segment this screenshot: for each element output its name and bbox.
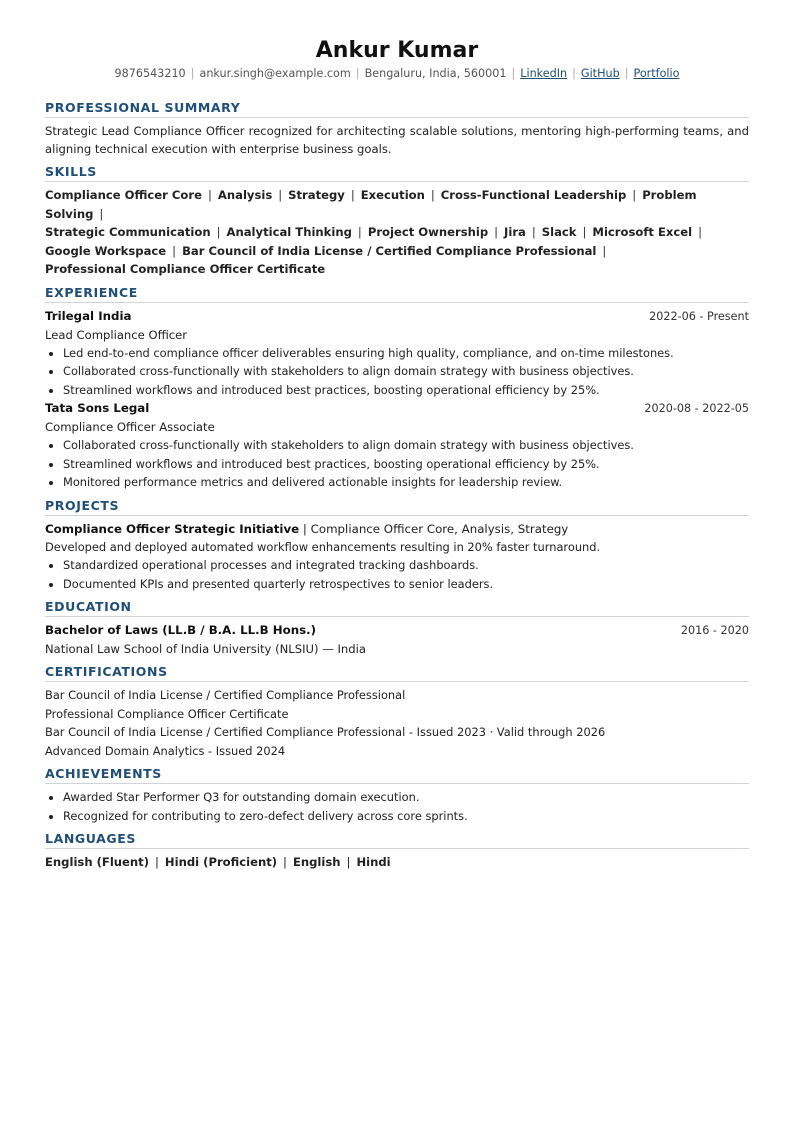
job-role: Compliance Officer Associate bbox=[45, 420, 215, 434]
section-title-certifications: CERTIFICATIONS bbox=[45, 658, 749, 682]
language-item: English bbox=[292, 855, 341, 869]
separator: | bbox=[511, 67, 516, 80]
contact-line bbox=[45, 66, 749, 82]
skill-item: Google Workspace bbox=[45, 243, 167, 258]
education-entry bbox=[45, 621, 749, 658]
list-item: • Collaborated cross-functionally with stakeholders to align domain strategy with business objectives. bbox=[63, 362, 749, 381]
skill-item: Analytical Thinking bbox=[226, 225, 352, 239]
job-bullets bbox=[45, 436, 749, 492]
language-item: Hindi (Proficient) bbox=[164, 855, 278, 869]
project-entry bbox=[45, 520, 749, 594]
language-item: Hindi bbox=[356, 855, 391, 869]
skill-item: Compliance Officer Core bbox=[45, 188, 202, 202]
skill-item: Professional Compliance Officer Certificate bbox=[45, 262, 326, 276]
list-item: • Documented KPIs and presented quarterly retrospectives to senior leaders. bbox=[63, 575, 749, 594]
skills-list: Compliance Officer Core | Analysis | Strategy | Execution | Cross-Functional Leadership | Problem Solving | Strategic Communication | Analytical Thinking | Project Ownership | Jira | Slack | Microsoft Excel | Google Workspace | Bar Council of India License / Certified Compliance Professional | Professional Compliance Officer Certificate bbox=[45, 188, 702, 276]
experience-entry bbox=[45, 307, 749, 400]
section-title-achievements: ACHIEVEMENTS bbox=[45, 760, 749, 784]
job-dates: 2022-06 - Present bbox=[649, 309, 749, 323]
separator: | bbox=[624, 67, 629, 80]
section-title-summary: PROFESSIONAL SUMMARY bbox=[45, 94, 749, 118]
section-title-experience: EXPERIENCE bbox=[45, 279, 749, 303]
email: ankur.singh@example.com bbox=[199, 67, 351, 80]
achievements-list bbox=[45, 788, 749, 825]
project-description: Developed and deployed automated workflow enhancements resulting in 20% faster turnaround. bbox=[45, 539, 601, 554]
skill-item: Slack bbox=[541, 225, 577, 239]
skill-item: Problem Solving bbox=[45, 188, 697, 221]
list-item: • Streamlined workflows and introduced best practices, boosting operational efficiency by 25%. bbox=[63, 381, 749, 400]
phone: 9876543210 bbox=[114, 67, 186, 80]
degree: Bachelor of Laws (LL.B / B.A. LL.B Hons.) bbox=[45, 623, 316, 637]
portfolio-link[interactable]: Portfolio bbox=[633, 67, 680, 80]
certification-item: Bar Council of India License / Certified Compliance Professional bbox=[45, 688, 406, 702]
list-item: • Recognized for contributing to zero-defect delivery across core sprints. bbox=[63, 807, 749, 826]
list-item: • Streamlined workflows and introduced best practices, boosting operational efficiency by 25%. bbox=[63, 455, 749, 474]
job-dates: 2020-08 - 2022-05 bbox=[644, 402, 749, 415]
list-item: • Monitored performance metrics and delivered actionable insights for leadership review. bbox=[63, 473, 749, 492]
project-tags: | Compliance Officer Core, Analysis, Strategy bbox=[299, 521, 569, 536]
separator: | bbox=[355, 67, 360, 80]
skill-item: Execution bbox=[360, 188, 425, 202]
section-title-skills: SKILLS bbox=[45, 158, 749, 182]
separator: | bbox=[190, 67, 195, 80]
section-title-projects: PROJECTS bbox=[45, 492, 749, 516]
languages-list: English (Fluent) | Hindi (Proficient) | English | Hindi bbox=[45, 855, 391, 869]
company-name: Tata Sons Legal bbox=[45, 401, 150, 415]
section-title-languages: LANGUAGES bbox=[45, 825, 749, 849]
skill-item: Project Ownership bbox=[367, 225, 489, 239]
certification-item: Bar Council of India License / Certified Compliance Professional - Issued 2023 · Valid through 2026 bbox=[45, 725, 606, 739]
language-item: English (Fluent) bbox=[45, 855, 150, 869]
certification-item: Professional Compliance Officer Certificate bbox=[45, 706, 289, 721]
linkedin-link[interactable]: LinkedIn bbox=[520, 67, 568, 80]
list-item: • Collaborated cross-functionally with stakeholders to align domain strategy with business objectives. bbox=[63, 436, 749, 455]
skill-item: Strategy bbox=[288, 188, 345, 202]
education-dates: 2016 - 2020 bbox=[680, 624, 749, 637]
project-name: Compliance Officer Strategic Initiative bbox=[45, 521, 300, 536]
certifications-list bbox=[45, 686, 749, 760]
candidate-name: Ankur Kumar bbox=[315, 38, 479, 63]
skill-item: Jira bbox=[504, 225, 526, 239]
certification-item: Advanced Domain Analytics - Issued 2024 bbox=[45, 743, 286, 758]
company-name: Trilegal India bbox=[45, 308, 132, 323]
skill-item: Analysis bbox=[217, 188, 273, 202]
skill-item: Microsoft Excel bbox=[592, 225, 693, 239]
skill-item: Strategic Communication bbox=[45, 225, 211, 239]
job-role: Lead Compliance Officer bbox=[45, 327, 188, 342]
job-bullets bbox=[45, 344, 749, 400]
summary-text: Strategic Lead Compliance Officer recognized for architecting scalable solutions, mentoring high-performing teams, and aligning technical execution with enterprise business goals. bbox=[45, 124, 749, 156]
list-item: • Led end-to-end compliance officer deliverables ensuring high quality, compliance, and on-time milestones. bbox=[63, 344, 749, 363]
project-bullets bbox=[45, 556, 749, 593]
list-item: • Awarded Star Performer Q3 for outstanding domain execution. bbox=[63, 788, 749, 807]
location: Bengaluru, India, 560001 bbox=[364, 67, 507, 80]
skill-item: Bar Council of India License / Certified Compliance Professional bbox=[182, 243, 597, 258]
skill-item: Cross-Functional Leadership bbox=[440, 188, 627, 202]
experience-entry bbox=[45, 399, 749, 492]
school: National Law School of India University (NLSIU) — India bbox=[45, 642, 366, 656]
separator: | bbox=[572, 67, 576, 80]
list-item: • Standardized operational processes and integrated tracking dashboards. bbox=[63, 556, 749, 575]
section-title-education: EDUCATION bbox=[45, 593, 749, 617]
github-link[interactable]: GitHub bbox=[580, 67, 620, 80]
